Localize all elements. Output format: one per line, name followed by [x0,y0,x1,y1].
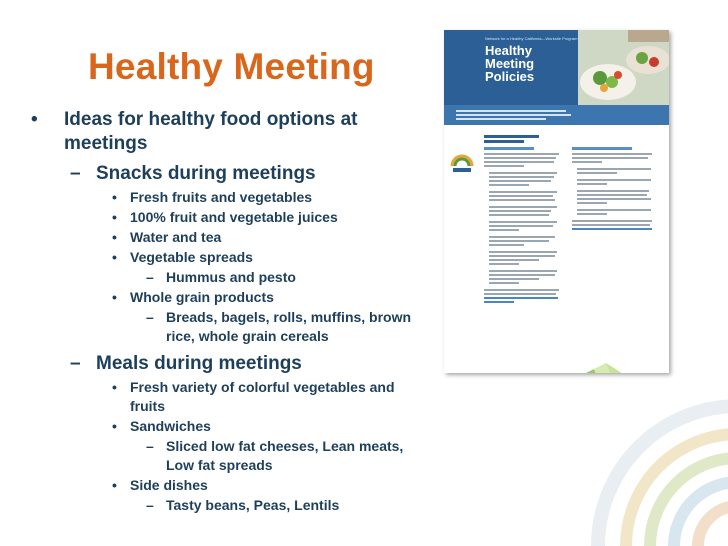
melon-image [564,355,669,373]
list-item: • Sandwiches [26,417,426,436]
section-heading-snacks: – Snacks during meetings [26,162,426,186]
flyer-image [444,30,669,373]
list-item: • 100% fruit and vegetable juices [26,208,426,227]
list-item: • Side dishes [26,476,426,495]
flyer-banner [444,105,669,125]
flyer-header [444,30,669,105]
champions-logo [450,148,474,174]
salad-photo [578,30,669,105]
sub-item: – Breads, bagels, rolls, muffins, brown rice, whole grain cereals [26,308,426,346]
flyer-title: Healthy Meeting Policies [485,43,535,84]
sub-item: – Hummus and pesto [26,268,426,287]
list-item: • Water and tea [26,228,426,247]
bullet-main: • Ideas for healthy food options at meetings [26,108,426,156]
list-item: • Vegetable spreads [26,248,426,267]
bullet-list [26,108,426,516]
section-heading-meals: – Meals during meetings [26,352,426,376]
list-item: • Whole grain products [26,288,426,307]
list-item: • Fresh variety of colorful vegetables and fruits [26,378,426,416]
flyer-body [444,125,669,373]
slide-title: Healthy Meeting [88,46,375,87]
sub-item: – Sliced low fat cheeses, Lean meats, Low fat spreads [26,437,426,475]
flyer-org: Network for a Healthy California—Worksite Program [485,36,578,41]
sub-item: – Tasty beans, Peas, Lentils [26,496,426,515]
list-item: • Fresh fruits and vegetables [26,188,426,207]
